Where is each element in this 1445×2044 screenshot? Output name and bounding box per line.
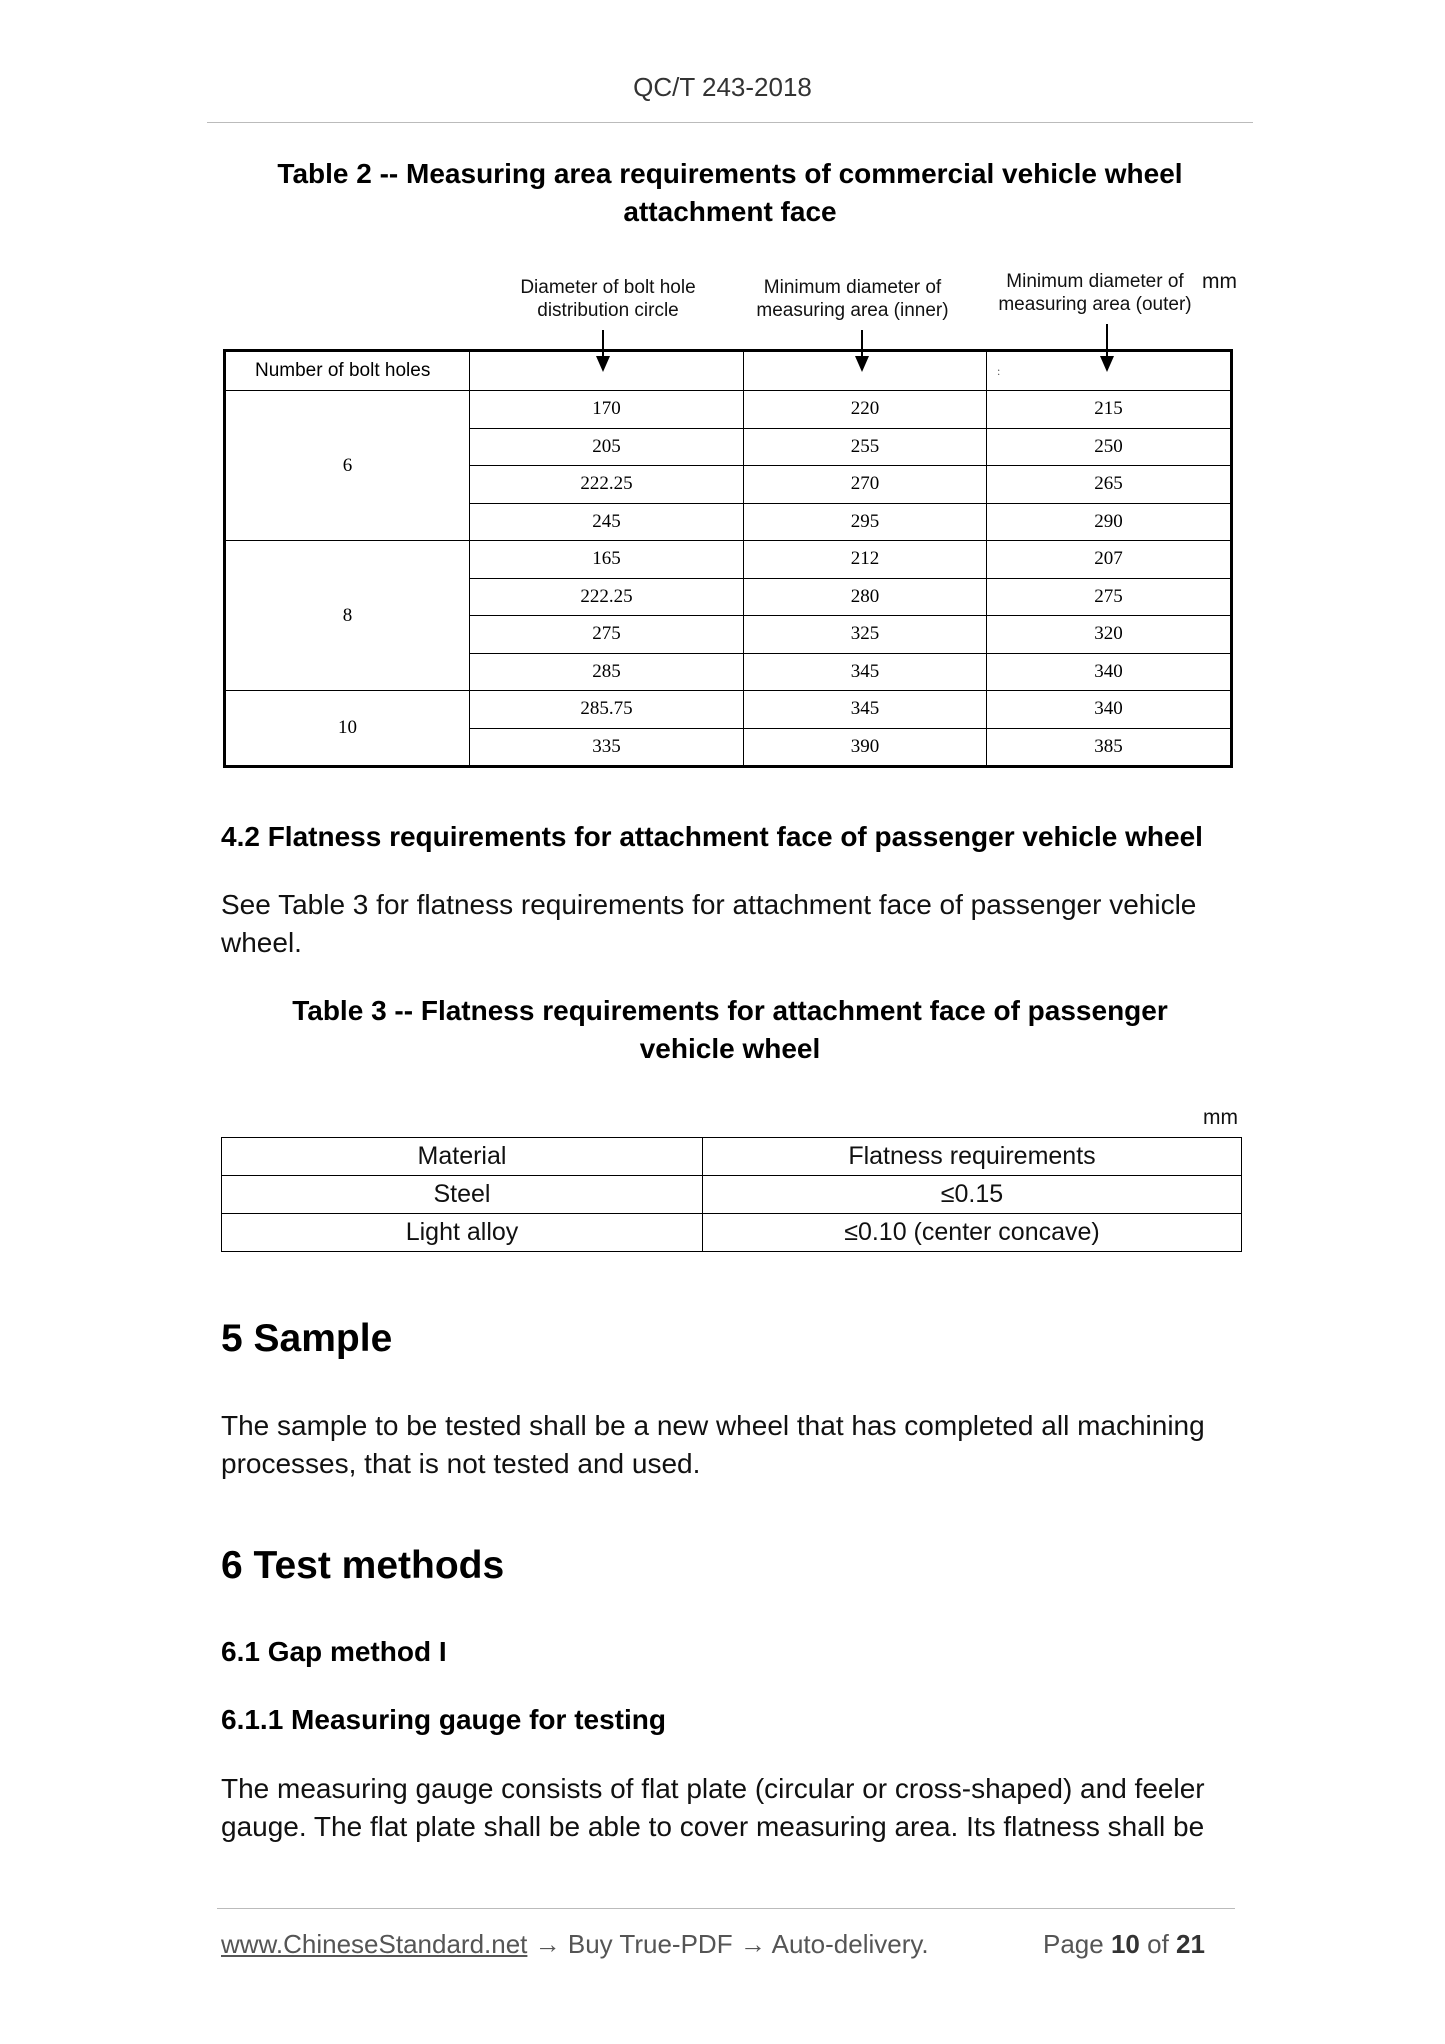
section-5-heading: 5 Sample	[221, 1317, 393, 1360]
section-6-heading: 6 Test methods	[221, 1544, 505, 1587]
section-6-1-heading: 6.1 Gap method I	[221, 1636, 447, 1667]
section-5-text-line1: The sample to be tested shall be a new wheel that has completed all machining	[221, 1410, 1205, 1441]
table-cell: 345	[744, 653, 987, 691]
table-cell: 205	[470, 428, 744, 466]
outer-header-line1: Minimum diameter of	[1006, 271, 1184, 292]
table2-caption-line1: Table 2 -- Measuring area requirements of commercial vehicle wheel	[277, 158, 1183, 189]
table2-header-cell	[470, 351, 744, 391]
inner-header-line1: Minimum diameter of	[763, 277, 942, 298]
bolt-holes-8: 8	[225, 541, 470, 691]
table-cell: 385	[987, 728, 1232, 767]
table-row	[222, 1176, 1242, 1214]
section-4-2-text	[221, 886, 1241, 962]
auto-delivery-text: Auto-delivery.	[771, 1929, 929, 1959]
table2	[223, 349, 1233, 768]
table-cell: 250	[987, 428, 1232, 466]
table-cell: Light alloy	[222, 1214, 703, 1252]
bolt-holes-6: 6	[225, 391, 470, 541]
table-cell: 165	[470, 541, 744, 579]
footer-divider	[217, 1908, 1235, 1909]
table2-unit: mm	[1202, 270, 1237, 293]
inner-diameter-header	[740, 276, 965, 322]
table-cell: 220	[744, 391, 987, 429]
table3-header-row	[222, 1138, 1242, 1176]
table-cell: 170	[470, 391, 744, 429]
document-id: QC/T 243-2018	[633, 72, 812, 102]
table3	[221, 1137, 1242, 1252]
outer-diameter-header	[980, 270, 1210, 316]
section-6-1-1-heading: 6.1.1 Measuring gauge for testing	[221, 1704, 666, 1735]
inner-header-line2: measuring area (inner)	[756, 300, 949, 321]
table-cell: 325	[744, 616, 987, 654]
flatness-header: Flatness requirements	[703, 1138, 1242, 1176]
table-cell: 345	[744, 691, 987, 729]
table-cell: ≤0.15	[703, 1176, 1242, 1214]
table-row	[225, 541, 1232, 579]
table-cell: 245	[470, 503, 744, 541]
material-header: Material	[222, 1138, 703, 1176]
bolt-circle-header	[498, 276, 718, 322]
table-row	[222, 1214, 1242, 1252]
section-4-2-heading: 4.2 Flatness requirements for attachment face of passenger vehicle wheel	[221, 821, 1203, 852]
page-total: 21	[1176, 1929, 1205, 1959]
table2-header-row	[225, 351, 1232, 391]
table-cell: 270	[744, 466, 987, 504]
section-6-1-1-text	[221, 1770, 1241, 1846]
table-cell: 215	[987, 391, 1232, 429]
table3-caption-line1: Table 3 -- Flatness requirements for attachment face of passenger	[292, 995, 1168, 1026]
table-cell: 212	[744, 541, 987, 579]
table-cell: 222.25	[470, 578, 744, 616]
table-cell: 290	[987, 503, 1232, 541]
table-cell: 285	[470, 653, 744, 691]
table-row	[225, 691, 1232, 729]
table3-caption	[207, 992, 1253, 1068]
table-cell: 280	[744, 578, 987, 616]
table-row	[225, 391, 1232, 429]
section-4-2-text-line1: See Table 3 for flatness requirements for attachment face of passenger vehicle	[221, 889, 1197, 920]
table-cell: 207	[987, 541, 1232, 579]
header-divider	[207, 122, 1253, 123]
table2-caption-line2: attachment face	[623, 196, 837, 227]
section-5-text-line2: processes, that is not tested and used.	[221, 1448, 701, 1479]
table-cell: 340	[987, 691, 1232, 729]
section-6-text-line1: The measuring gauge consists of flat plate (circular or cross-shaped) and feeler	[221, 1773, 1205, 1804]
table2-caption	[207, 155, 1253, 231]
number-of-bolt-holes-label: Number of bolt holes	[225, 351, 470, 391]
buy-true-pdf-text: Buy True-PDF	[567, 1929, 733, 1959]
table3-unit: mm	[1203, 1106, 1238, 1129]
table-cell: 285.75	[470, 691, 744, 729]
footer-left	[221, 1929, 929, 1960]
bolt-circle-header-line1: Diameter of bolt hole	[520, 277, 696, 298]
table-cell: Steel	[222, 1176, 703, 1214]
chinesestandard-link[interactable]: www.ChineseStandard.net	[221, 1929, 528, 1959]
page-label: Page	[1043, 1929, 1104, 1959]
arrow-right-icon: →	[739, 1929, 766, 1959]
table-cell: 295	[744, 503, 987, 541]
outer-header-line2: measuring area (outer)	[998, 294, 1192, 315]
of-label: of	[1147, 1929, 1169, 1959]
table-cell: 335	[470, 728, 744, 767]
table2-header-cell	[744, 351, 987, 391]
table-cell: 255	[744, 428, 987, 466]
table-cell: 222.25	[470, 466, 744, 504]
table-cell: 275	[987, 578, 1232, 616]
table-cell: 265	[987, 466, 1232, 504]
table-cell: 320	[987, 616, 1232, 654]
table-cell: 340	[987, 653, 1232, 691]
page-indicator	[1043, 1929, 1205, 1960]
bolt-circle-header-line2: distribution circle	[537, 300, 679, 321]
table-cell: ≤0.10 (center concave)	[703, 1214, 1242, 1252]
table2-header-cell: :	[987, 351, 1232, 391]
table-cell: 275	[470, 616, 744, 654]
table-cell: 390	[744, 728, 987, 767]
table3-caption-line2: vehicle wheel	[639, 1033, 821, 1064]
bolt-holes-10: 10	[225, 691, 470, 767]
arrow-right-icon: →	[534, 1929, 561, 1959]
section-6-text-line2: gauge. The flat plate shall be able to cover measuring area. Its flatness shall be	[221, 1811, 1205, 1842]
page-number: 10	[1110, 1929, 1140, 1959]
section-5-text	[221, 1407, 1241, 1483]
section-4-2-text-line2: wheel.	[221, 927, 302, 958]
